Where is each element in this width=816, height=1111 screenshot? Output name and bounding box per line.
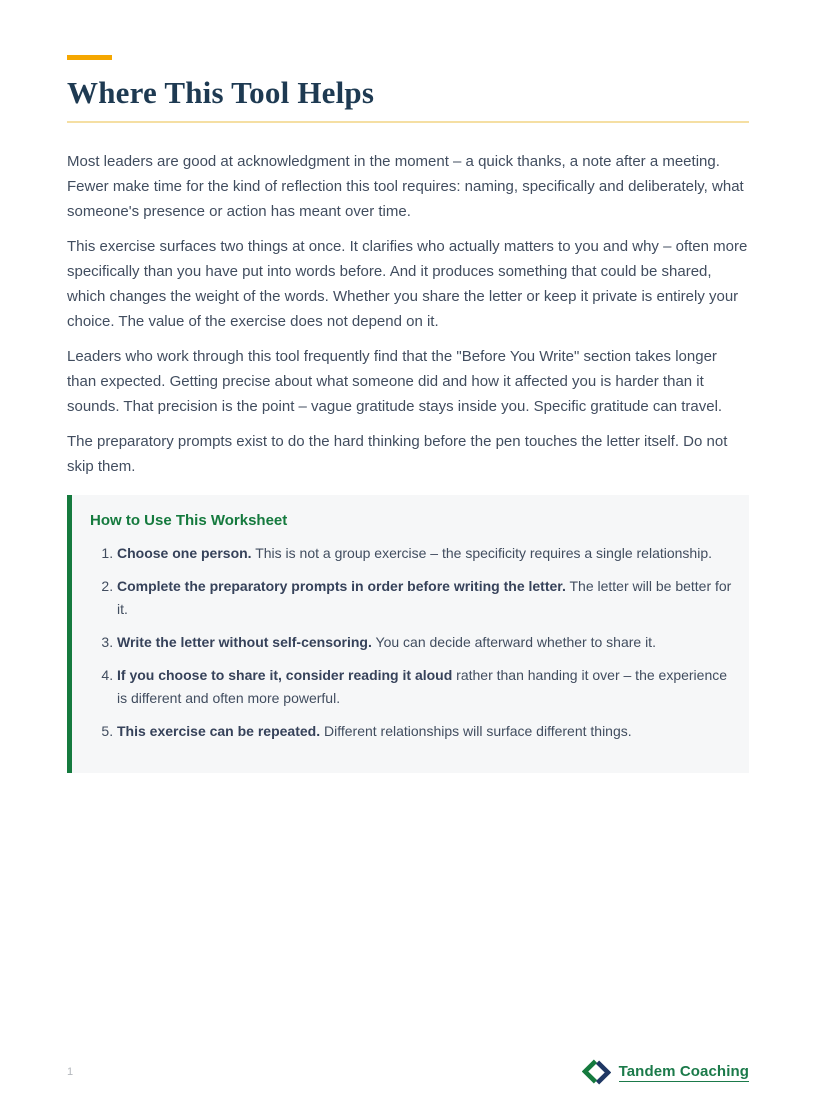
body-paragraph: Leaders who work through this tool frequently find that the "Before You Write" section takes longer than expected. Getting precise about what someone did and how it affected you is harder than it sounds. That precision is the point – vague gratitude stays inside you. Specific gratitude can travel. xyxy=(67,347,723,415)
callout-item-lead: This exercise can be repeated. xyxy=(117,722,321,739)
page-footer xyxy=(0,1057,816,1087)
callout-item-lead: Write the letter without self-censoring. xyxy=(117,633,372,650)
page-title: Where This Tool Helps xyxy=(67,75,375,110)
callout-list-item xyxy=(117,631,735,654)
body-paragraph: The preparatory prompts exist to do the hard thinking before the pen touches the letter itself. Do not skip them. xyxy=(67,432,728,475)
document-page xyxy=(0,55,816,773)
callout-item-lead: Choose one person. xyxy=(117,544,252,561)
callout-item-rest: Different relationships will surface different things. xyxy=(320,722,632,739)
callout-list-item xyxy=(117,575,735,621)
callout-list-item xyxy=(117,542,735,565)
body-copy xyxy=(67,149,749,479)
callout-item-rest: rather than handing it over – the experience is different and often more powerful. xyxy=(117,666,728,706)
tandem-coaching-logo xyxy=(582,1059,749,1085)
body-paragraph: This exercise surfaces two things at once. It clarifies who actually matters to you and why – often more specifically than you have put into words before. And it produces something that could be shared, which changes the weight of the words. Whether you share the letter or keep it private is entirely your choice. The value of the exercise does not depend on it. xyxy=(67,237,748,330)
callout-item-lead: Complete the preparatory prompts in order before writing the letter. xyxy=(117,577,566,594)
callout-item-lead: If you choose to share it, consider reading it aloud xyxy=(117,666,453,683)
callout-item-rest: The letter will be better for it. xyxy=(117,577,732,617)
page-number: 1 xyxy=(67,1066,74,1078)
callout-list-item xyxy=(117,664,735,710)
title-block xyxy=(67,75,749,123)
logo-text: Tandem Coaching xyxy=(618,1062,749,1080)
how-to-use-callout xyxy=(67,495,749,773)
callout-heading: How to Use This Worksheet xyxy=(90,511,288,529)
callout-item-rest: You can decide afterward whether to share it. xyxy=(371,633,656,650)
body-paragraph: Most leaders are good at acknowledgment in the moment – a quick thanks, a note after a meeting. Fewer make time for the kind of reflection this tool requires: naming, specifically and deliberately, what someone's presence or action has meant over time. xyxy=(67,152,744,220)
accent-bar xyxy=(67,55,112,60)
callout-item-rest: This is not a group exercise – the specificity requires a single relationship. xyxy=(251,544,712,561)
tandem-diamond-icon xyxy=(582,1059,611,1085)
callout-list xyxy=(90,542,735,743)
callout-list-item xyxy=(117,720,735,743)
